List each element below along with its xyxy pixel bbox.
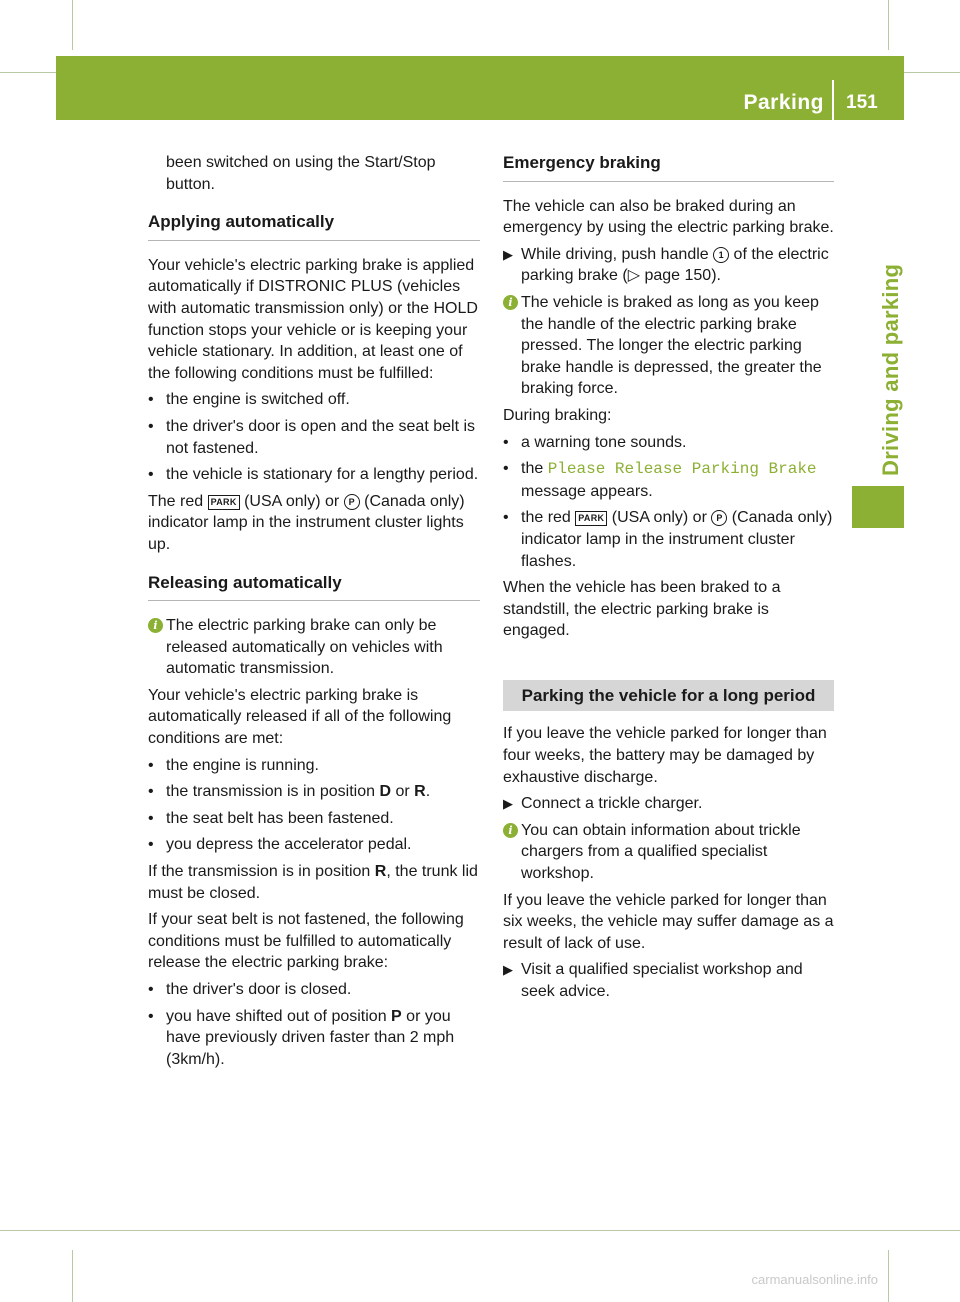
paragraph: If the transmission is in position R, the trunk lid must be closed. [148,863,478,902]
list-item: • the driver's door is open and the seat belt is not fastened. [148,417,476,457]
info-note: i You can obtain information about trickle chargers from a qualified specialist workshop. [503,820,834,885]
bullet-icon: • [148,809,154,827]
section-heading-applying: Applying automatically [148,211,480,241]
paragraph: Your vehicle's electric parking brake is automatically released if all of the following conditions are met: [148,686,452,748]
side-tab-block [852,486,904,528]
action-step: ▶ While driving, push handle 1 of the electric parking brake (▷ page 150). [503,245,829,285]
crop-mark [888,1250,889,1302]
section-heading-long-period: Parking the vehicle for a long period [503,680,834,712]
action-step: ▶ Connect a trickle charger. [503,793,834,815]
bullet-icon: • [503,509,509,527]
bullet-icon: • [148,417,154,435]
page-title: Parking [743,91,824,114]
list-item: • the engine is running. [148,755,480,777]
bullet-icon: • [148,981,154,998]
info-icon: i [148,618,163,633]
display-message: Please Release Parking Brake [547,460,817,479]
paragraph: If you leave the vehicle parked for longer than six weeks, the vehicle may suffer damage as a result of lack of use. [503,891,834,952]
paragraph: The red PARK (USA only) or P (Canada only) indicator lamp in the instrument cluster lights up. [148,492,465,553]
crop-mark [0,1230,960,1231]
p-canada-symbol-icon: P [344,494,360,510]
list-item: • the driver's door is closed. [148,979,480,1001]
bullet-icon: • [148,756,154,774]
paragraph: The vehicle can also be braked during an emergency by using the electric parking brake. [503,197,834,237]
list-item: • the seat belt has been fastened. [148,808,480,830]
list-item: • you have shifted out of position P or you have previously driven faster than 2 mph (3km/h). [148,1007,455,1068]
right-column [503,152,834,1008]
list-item: • the transmission is in position D or R. [148,781,480,803]
p-canada-symbol-icon: P [711,510,727,526]
info-icon: i [503,295,518,310]
list-item: • the vehicle is stationary for a lengthy period. [148,464,480,486]
park-symbol-icon: PARK [208,495,240,510]
crop-mark [72,1250,73,1302]
watermark: carmanualsonline.info [751,1272,878,1287]
list-item: • the Please Release Parking Brake message appears. [503,460,817,500]
action-arrow-icon: ▶ [503,796,513,812]
paragraph: Your vehicle's electric parking brake is applied automatically if DISTRONIC PLUS (vehicles with automatic transmission only) or the HOLD function stops your vehicle or is keeping your vehicle stationary. In addition, at least one of the following conditions must be fulfilled: [148,256,478,382]
info-icon: i [503,823,518,838]
bullet-icon: • [148,836,154,854]
park-symbol-icon: PARK [575,511,607,526]
bullet-icon: • [148,391,154,409]
list-item: • the red PARK (USA only) or P (Canada only) indicator lamp in the instrument cluster flashes. [503,509,833,570]
left-column [148,152,480,1075]
section-heading-releasing: Releasing automatically [148,572,480,602]
bullet-icon: • [148,1007,154,1025]
bullet-icon: • [148,466,154,484]
intro-text: been switched on using the Start/Stop button. [166,154,436,193]
list-item: • a warning tone sounds. [503,432,834,454]
header-divider [832,80,834,120]
section-heading-emergency: Emergency braking [503,152,834,182]
paragraph: If you leave the vehicle parked for longer than four weeks, the battery may be damaged by exhaustive discharge. [503,725,827,786]
crop-mark [888,0,889,50]
info-note: i The vehicle is braked as long as you keep the handle of the electric parking brake pressed. The longer the electric parking brake handle is depressed, the greater the braking force. [503,292,834,400]
list-item: • you depress the accelerator pedal. [148,834,480,856]
action-step: ▶ Visit a qualified specialist workshop and seek advice. [503,961,803,1000]
paragraph: If your seat belt is not fastened, the following conditions must be fulfilled to automatically release the electric parking brake: [148,911,464,972]
handle-number-icon: 1 [713,247,729,263]
bullet-icon: • [148,783,154,801]
side-tab-label: Driving and parking [878,263,903,476]
action-arrow-icon: ▶ [503,246,513,262]
paragraph: During braking: [503,406,612,424]
bullet-icon: • [503,433,509,451]
info-note: i The electric parking brake can only be released automatically on vehicles with automatic transmission. [148,615,480,680]
bullet-icon: • [503,460,509,478]
crop-mark [72,0,73,50]
page-number: 151 [846,92,878,113]
paragraph: When the vehicle has been braked to a standstill, the electric parking brake is engaged. [503,579,781,640]
action-arrow-icon: ▶ [503,962,513,978]
list-item: • the engine is switched off. [148,389,480,411]
